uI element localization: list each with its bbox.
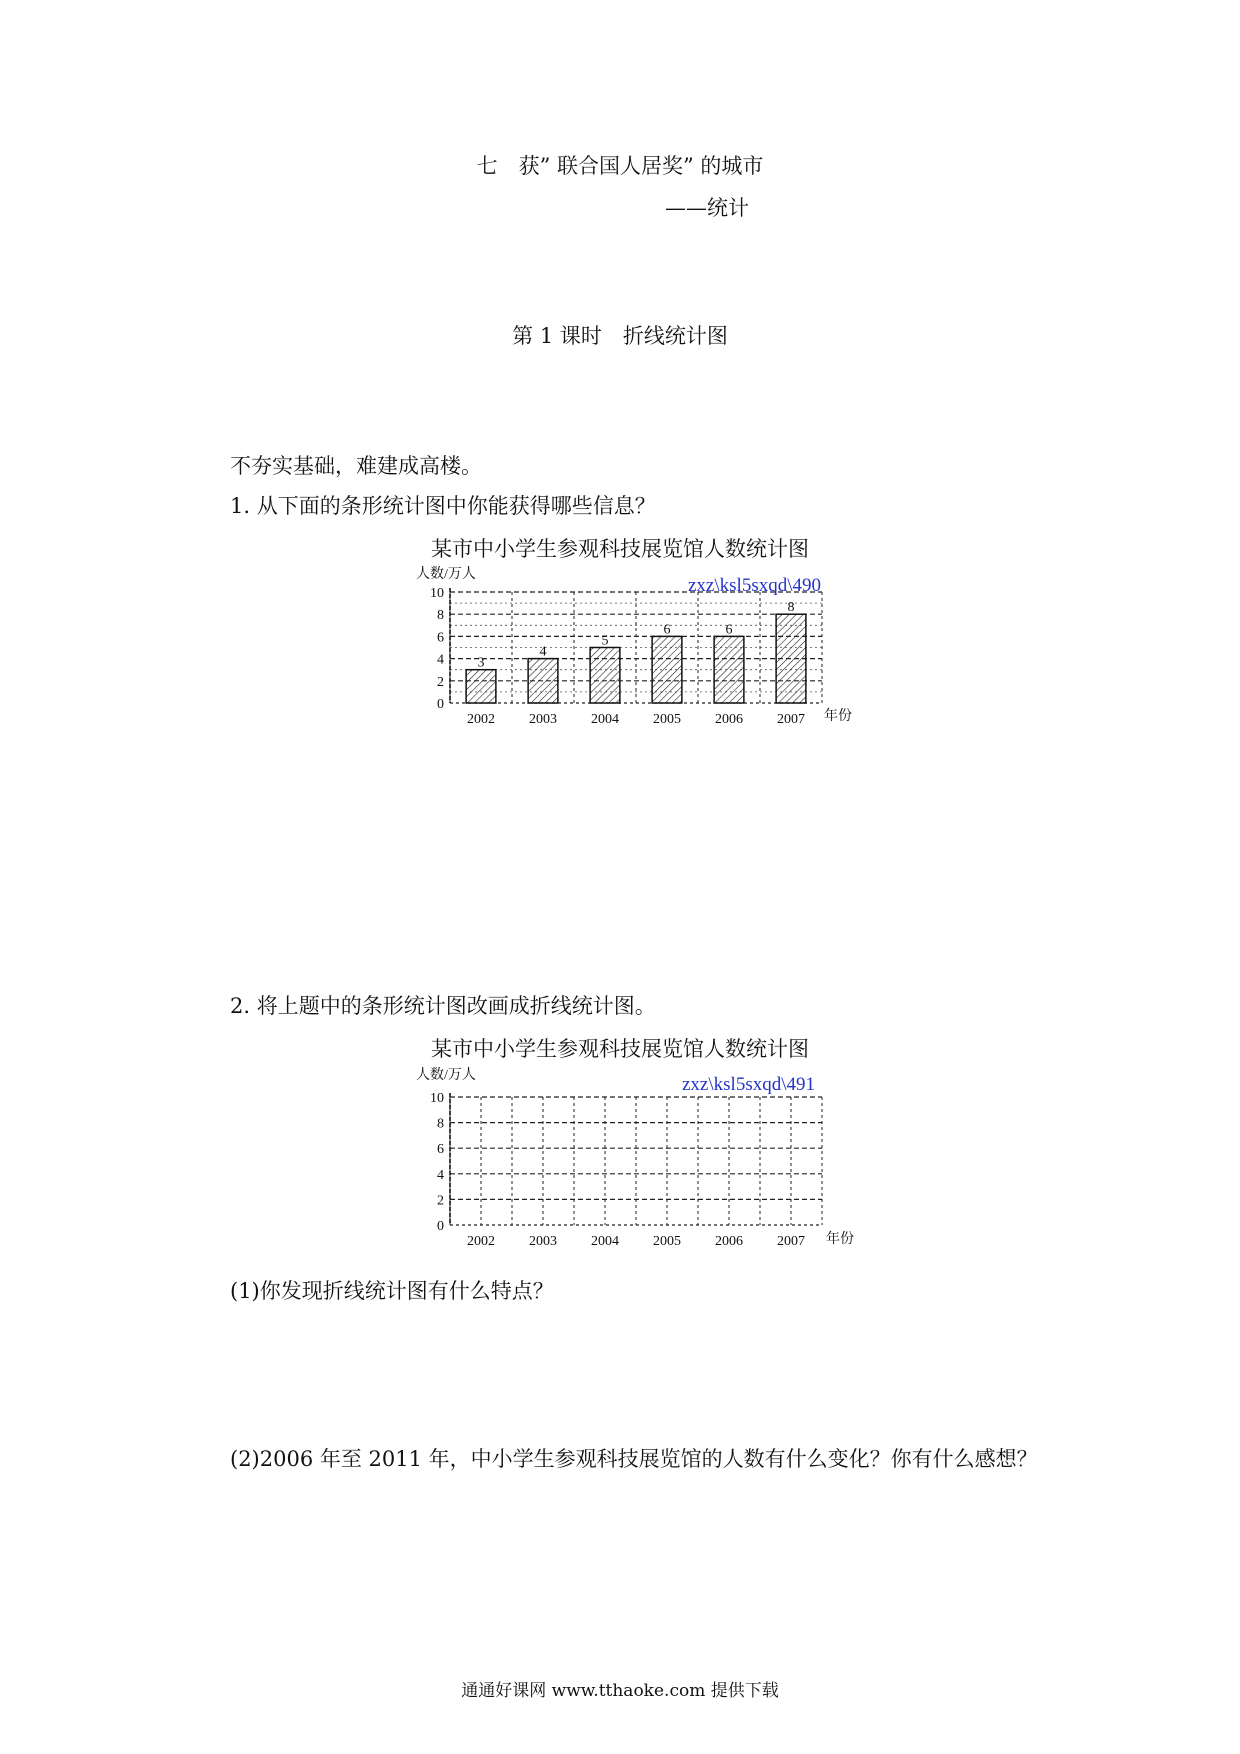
section-intro: 不夯实基础，难建成高楼。 (230, 454, 482, 478)
x-tick-label: 2004 (591, 1234, 619, 1249)
bar-data-label: 8 (787, 600, 795, 616)
x-tick-label: 2004 (591, 712, 619, 727)
y-axis-label: 人数/万人 (416, 1068, 476, 1083)
chart-2-title: 某市中小学生参观科技展览馆人数统计图 (431, 1037, 809, 1061)
page-subtitle: ——统计 (665, 196, 749, 220)
y-tick-label: 0 (437, 1219, 444, 1234)
x-tick-label: 2006 (715, 1234, 743, 1249)
bar-data-label: 6 (663, 622, 671, 638)
x-tick-label: 2003 (529, 712, 557, 727)
x-tick-label: 2005 (653, 1234, 681, 1249)
y-tick-label: 6 (437, 630, 444, 646)
x-tick-label: 2007 (777, 712, 805, 727)
line-chart-grid (416, 1065, 860, 1255)
y-tick-label: 0 (437, 697, 444, 712)
bar-chart (416, 566, 860, 736)
footer-text: 通通好课网 www.tthaoke.com 提供下载 (461, 1681, 779, 1701)
y-tick-label: 8 (437, 1116, 444, 1132)
resource-code-link[interactable]: zxz\ksl5sxqd\491 (682, 1074, 815, 1095)
y-tick-label: 10 (430, 586, 444, 601)
question-1: 1. 从下面的条形统计图中你能获得哪些信息？ (230, 494, 656, 518)
bar (528, 659, 558, 703)
y-tick-label: 10 (430, 1091, 444, 1106)
bar (652, 636, 682, 703)
x-axis-label: 年份 (826, 1232, 854, 1247)
bar (590, 648, 620, 704)
y-axis-label: 人数/万人 (416, 567, 476, 582)
page-title: 七 获” 联合国人居奖” 的城市 (476, 154, 764, 178)
y-tick-label: 2 (437, 674, 444, 690)
x-tick-label: 2005 (653, 712, 681, 727)
y-tick-label: 6 (437, 1142, 444, 1158)
bar-data-label: 3 (477, 655, 485, 671)
lesson-heading: 第 1 课时 折线统计图 (512, 324, 728, 348)
question-2-part-2: (2)2006 年至 2011 年，中小学生参观科技展览馆的人数有什么变化？你有什么感想？ (230, 1447, 1038, 1471)
y-tick-label: 4 (437, 652, 444, 668)
x-tick-label: 2002 (467, 712, 495, 727)
resource-code-link[interactable]: zxz\ksl5sxqd\490 (688, 575, 821, 596)
x-tick-label: 2002 (467, 1234, 495, 1249)
y-tick-label: 2 (437, 1193, 444, 1209)
bar (776, 614, 806, 703)
question-2: 2. 将上题中的条形统计图改画成折线统计图。 (230, 994, 656, 1018)
bar-data-label: 5 (601, 633, 609, 649)
y-tick-label: 4 (437, 1167, 444, 1183)
x-tick-label: 2003 (529, 1234, 557, 1249)
x-axis-label: 年份 (824, 709, 852, 724)
bar (466, 670, 496, 703)
bar (714, 636, 744, 703)
chart-1-title: 某市中小学生参观科技展览馆人数统计图 (431, 537, 809, 561)
question-2-part-1: (1)你发现折线统计图有什么特点？ (230, 1279, 554, 1303)
y-tick-label: 8 (437, 608, 444, 624)
bar-data-label: 4 (539, 644, 547, 660)
x-tick-label: 2006 (715, 712, 743, 727)
x-tick-label: 2007 (777, 1234, 805, 1249)
bar-data-label: 6 (725, 622, 733, 638)
